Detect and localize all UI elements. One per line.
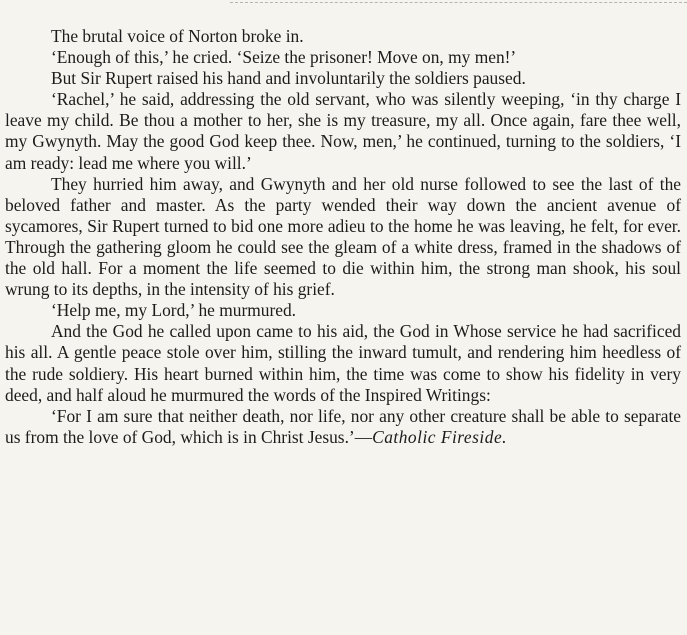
top-rule [230,2,687,4]
paragraph-final-text: ‘For I am sure that neither death, nor life, nor any other creature shall be able to separate us from the love of God, which is in Christ Jesus.’— [5,405,681,447]
paragraph: And the God he called upon came to his aid, the God in Whose service he had sacrificed his all. A gentle peace stole over him, stilling the inward tumult, and rendering him heedless of the rude soldiery. His heart burned within him, the time was come to show his fidelity in very deed, and half aloud he murmured the words of the Inspired Writings: [5,321,681,405]
paragraph: ‘Help me, my Lord,’ he murmured. [51,300,297,321]
paragraph: But Sir Rupert raised his hand and involuntarily the soldiers paused. [51,68,526,89]
article-column [5,26,681,448]
paragraph-final [5,406,681,448]
paragraph: The brutal voice of Norton broke in. [51,26,304,46]
paragraph: They hurried him away, and Gwynyth and her old nurse followed to see the last of the beloved father and master. As the party wended their way down the ancient avenue of sycamores, Sir Rupert turned to bid one more adieu to the home he was leaving, he felt, for ever. Through the gathering gloom he could see the gleam of a white dress, framed in the shadows of the old hall. For a moment the life seemed to die within him, the strong man shook, his soul wrung to its depths, in the intensity of his grief. [5,173,681,300]
paragraph: ‘Rachel,’ he said, addressing the old servant, who was silently weeping, ‘in thy charge I leave my child. Be thou a mother to her, she is my treasure, my all. Once again, fare thee well, my Gwynyth. May the good God keep thee. Now, men,’ he continued, turning to the soldiers, ‘I am ready: lead me where you will.’ [5,89,681,173]
paragraph: ‘Enough of this,’ he cried. ‘Seize the prisoner! Move on, my men!’ [51,47,517,68]
source-attribution: Catholic Fireside. [372,426,508,447]
